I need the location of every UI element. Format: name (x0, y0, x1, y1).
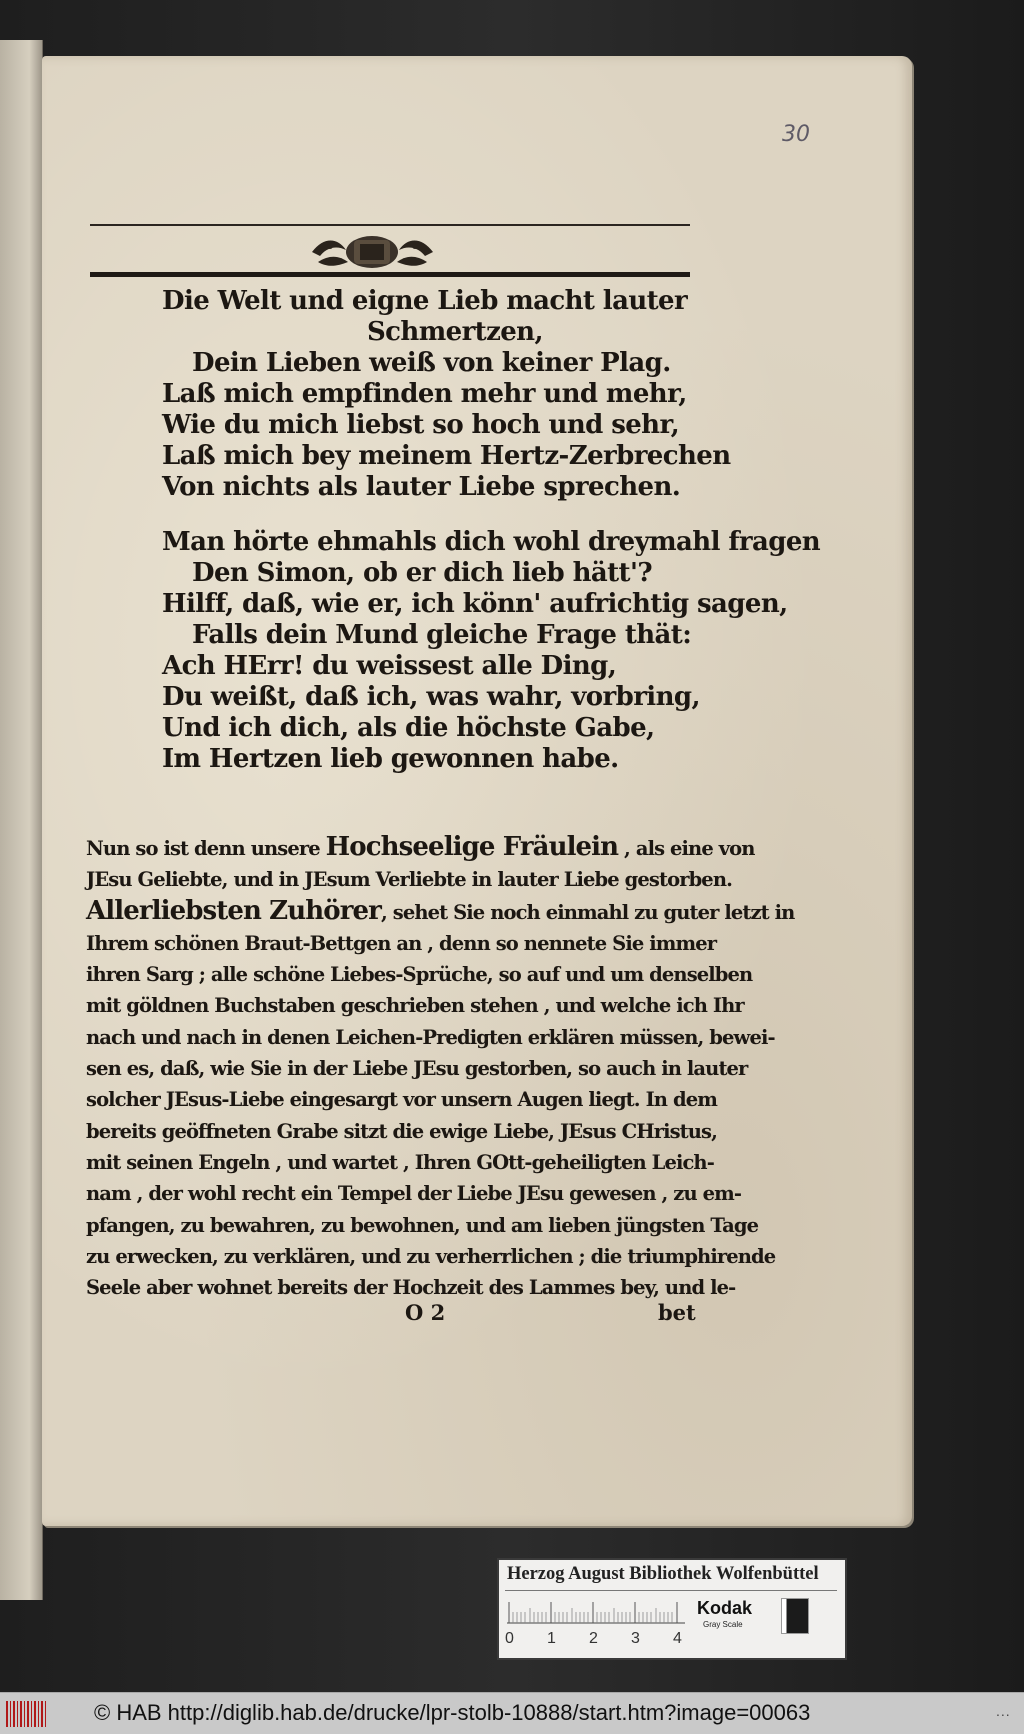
signature-mark: O 2 (405, 1300, 446, 1325)
verse-line: Falls dein Mund gleiche Frage thät: (192, 620, 692, 650)
verse-line: Dein Lieben weiß von keiner Plag. (192, 348, 671, 378)
prose-text: , sehet Sie noch einmahl zu guter letzt in (380, 900, 795, 924)
prose-line: pfangen, zu bewahren, zu bewohnen, und am lieben jüngsten Tage (86, 1213, 759, 1237)
prose-text: , als eine von (618, 837, 755, 860)
ruler-scale-icon (507, 1598, 687, 1624)
verse-line: Laß mich bey meinem Hertz-Zerbrechen (162, 441, 731, 471)
gray-patch (781, 1598, 809, 1634)
prose-line: nach und nach in denen Leichen-Predigten erklären müssen, bewei- (86, 1025, 775, 1049)
header-rule-top (90, 224, 690, 226)
prose-line: Ihrem schönen Braut-Bettgen an , denn so nennete Sie immer (86, 931, 717, 955)
kodak-label: Kodak (697, 1598, 753, 1618)
verse-line: Wie du mich liebst so hoch und sehr, (162, 410, 680, 440)
color-target-card (497, 1558, 847, 1660)
prose-emphasis: Allerliebsten Zuhörer (86, 895, 381, 926)
prose-line (86, 895, 795, 928)
prose-line: nam , der wohl recht ein Tempel der Liebe JEsu gewesen , zu em- (86, 1182, 742, 1206)
verse-line: Schmertzen, (367, 317, 543, 347)
more-icon[interactable]: ... (996, 1703, 1011, 1719)
scale-number: 1 (547, 1630, 556, 1647)
prose-line: JEsu Geliebte, und in JEsum Verliebte in lauter Liebe gestorben. (86, 868, 732, 892)
headpiece-ornament-icon (310, 232, 435, 272)
viewer-footer-bar (0, 1692, 1024, 1734)
scale-number: 4 (673, 1630, 682, 1647)
prose-line: solcher JEsus-Liebe eingesargt vor unsern Augen liegt. In dem (86, 1088, 717, 1112)
verse-line: Im Hertzen lieb gewonnen habe. (162, 744, 619, 774)
verse-line: Den Simon, ob er dich lieb hätt'? (192, 558, 652, 588)
target-divider (505, 1590, 837, 1591)
verse-line: Ach HErr! du weissest alle Ding, (162, 651, 617, 681)
scale-number: 0 (505, 1630, 514, 1647)
grayscale-label: Gray Scale (703, 1620, 743, 1629)
verse-line: Hilff, daß, wie er, ich könn' aufrichtig sagen, (162, 589, 788, 619)
prose-line: ihren Sarg ; alle schöne Liebes-Sprüche, so auf und um denselben (86, 963, 753, 987)
scale-number: 2 (589, 1630, 598, 1647)
page-folio-number: 30 (782, 122, 810, 147)
sermon-paragraph (86, 832, 795, 1303)
verse-line: Du weißt, daß ich, was wahr, vorbring, (162, 682, 700, 712)
prose-line: sen es, daß, wie Sie in der Liebe JEsu gestorben, so auch in lauter (86, 1057, 748, 1081)
scale-number: 3 (631, 1630, 640, 1647)
verse-line: Laß mich empfinden mehr und mehr, (162, 379, 687, 409)
prose-line: mit göldnen Buchstaben geschrieben stehen , und welche ich Ihr (86, 994, 744, 1018)
prose-line: Seele aber wohnet bereits der Hochzeit des Lammes bey, und le- (86, 1276, 736, 1300)
header-rule-bottom (90, 272, 690, 277)
prose-line: mit seinen Engeln , und wartet , Ihren GOtt-geheiligten Leich- (86, 1150, 714, 1174)
hab-logo-icon[interactable] (6, 1701, 46, 1727)
prose-line (86, 832, 755, 864)
verse-line: Man hörte ehmahls dich wohl dreymahl fragen (162, 527, 821, 557)
hymn-stanza-1 (162, 286, 731, 503)
prose-emphasis: Hochseelige Fräulein (325, 832, 619, 862)
prose-text: Nun so ist denn unsere (86, 837, 326, 860)
catchword: bet (658, 1300, 696, 1325)
prose-line: bereits geöffneten Grabe sitzt die ewige Liebe, JEsus CHristus, (86, 1119, 718, 1143)
library-name: Herzog August Bibliothek Wolfenbüttel (507, 1564, 819, 1584)
facing-page-edge (0, 40, 43, 1600)
verse-line: Und ich dich, als die höchste Gabe, (162, 713, 655, 743)
hymn-stanza-2 (162, 527, 821, 775)
verse-line: Von nichts als lauter Liebe sprechen. (162, 472, 681, 502)
prose-line: zu erwecken, zu verklären, und zu verherrlichen ; die triumphirende (86, 1244, 776, 1268)
verse-line: Die Welt und eigne Lieb macht lauter (162, 286, 688, 316)
copyright-url[interactable]: © HAB http://diglib.hab.de/drucke/lpr-stolb-10888/start.htm?image=00063 (94, 1700, 811, 1725)
